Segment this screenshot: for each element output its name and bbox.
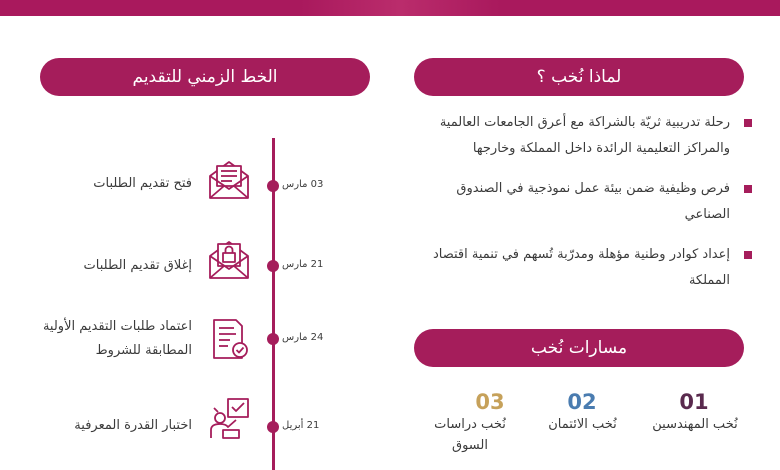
timeline-title-3: اعتماد طلبات التقديم الأولية المطابقة للشروط <box>42 319 192 358</box>
timeline-title-1: فتح تقديم الطلبات <box>93 176 192 191</box>
why-bullet-text: إعداد كوادر وطنية مؤهلة ومدرّبة تُسهم في تنمية اقتصاد المملكة <box>432 247 730 288</box>
track-number-3: 03 <box>475 390 505 414</box>
document-check-icon <box>206 316 252 362</box>
timeline-header-label: الخط الزمني للتقديم <box>132 67 278 87</box>
why-bullet-1 <box>410 110 730 162</box>
bullet-square-icon <box>744 251 752 259</box>
timeline-date-4: 21 أبريل <box>282 420 320 431</box>
why-bullet-text: رحلة تدريبية ثريّة بالشراكة مع أعرق الجامعات العالمية والمراكز التعليمية الرائدة داخل المملكة وخارجها <box>439 115 730 156</box>
track-label-3: نُخب دراسات السوق <box>434 417 506 453</box>
track-label-2: نُخب الائتمان <box>548 417 617 432</box>
envelope-lock-icon <box>206 236 252 282</box>
bullet-square-icon <box>744 185 752 193</box>
timeline-dot <box>267 180 279 192</box>
timeline-title-2: إغلاق تقديم الطلبات <box>83 258 192 273</box>
timeline-dot <box>267 260 279 272</box>
test-person-icon <box>206 396 252 442</box>
timeline-dot <box>267 421 279 433</box>
track-number-1: 01 <box>679 390 709 414</box>
top-banner-highlight <box>300 0 500 16</box>
timeline-date-3: 24 مارس <box>282 332 324 343</box>
timeline-dot <box>267 333 279 345</box>
bullet-square-icon <box>744 119 752 127</box>
envelope-open-icon <box>206 156 252 202</box>
timeline-date-2: 21 مارس <box>282 259 324 270</box>
timeline-date-1: 03 مارس <box>282 179 324 190</box>
tracks-header <box>414 329 744 367</box>
why-header <box>414 58 744 96</box>
track-label-1: نُخب المهندسين <box>652 417 738 432</box>
why-bullet-2 <box>410 176 730 228</box>
track-number-2: 02 <box>567 390 597 414</box>
timeline-header <box>40 58 370 96</box>
why-header-label: لماذا نُخب ؟ <box>536 67 622 87</box>
timeline-title-4: اختبار القدرة المعرفية <box>74 418 192 433</box>
why-bullet-3 <box>410 242 730 294</box>
tracks-header-label: مسارات نُخب <box>530 338 628 358</box>
why-bullet-text: فرص وظيفية ضمن بيئة عمل نموذجية في الصندوق الصناعي <box>456 181 730 222</box>
